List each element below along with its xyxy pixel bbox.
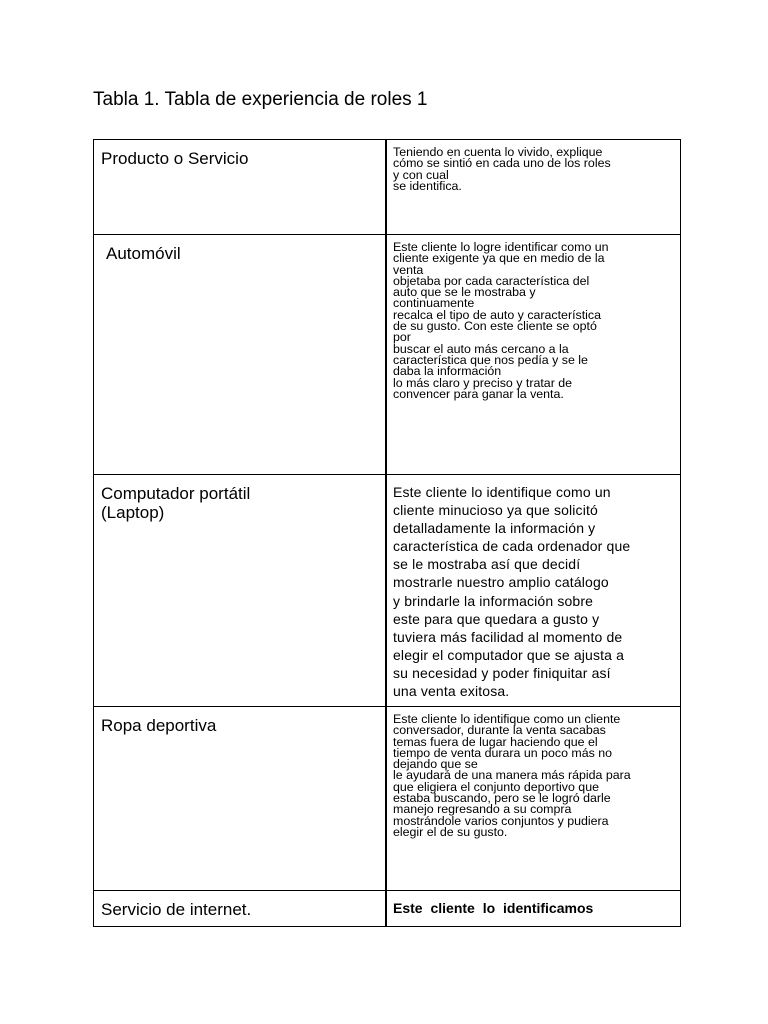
table-header-row	[94, 140, 681, 235]
description-cell	[386, 235, 681, 475]
product-cell	[94, 235, 387, 475]
header-product-cell	[94, 140, 387, 235]
description-cell	[386, 707, 681, 891]
description-cell	[386, 891, 681, 927]
product-name: Computador portátil (Laptop)	[101, 484, 251, 522]
product-description: Este cliente lo logre identificar como un cliente exigente ya que en medio de la venta objetaba por cada característica del auto que se le mostraba y continuamente recalca el tipo de auto y característica de su gusto. Con este cliente se optó por buscar el auto más cercano a la característica que nos pedía y se le daba la información lo más claro y preciso y tratar de convencer para ganar la venta.	[393, 240, 609, 401]
product-description: Este cliente lo identifique como un cliente conversador, durante la venta sacabas temas fuera de lugar haciendo que el tiempo de venta durara un poco más no dejando que se le ayudará de una manera más rápida para que eligiera el conjunto deportivo que estaba buscando, pero se le logró darle manejo regresando a su compra mostrándole varios conjuntos y pudiera elegir el de su gusto.	[393, 712, 631, 839]
header-product-label: Producto o Servicio	[101, 149, 249, 168]
product-name: Servicio de internet.	[101, 900, 252, 919]
product-name: Ropa deportiva	[101, 716, 217, 735]
product-cell	[94, 707, 387, 891]
document-title: Tabla 1. Tabla de experiencia de roles 1	[93, 89, 428, 110]
description-cell	[386, 475, 681, 707]
product-cell	[94, 891, 387, 927]
roles-experience-table	[93, 139, 681, 927]
table-row	[94, 235, 681, 475]
product-description: Este cliente lo identifique como un cliente minucioso ya que solicitó detalladamente la información y característica de cada ordenador que se le mostraba así que decidí mostrarle nuestro amplio catálogo y brindarle la información sobre este para que quedara a gusto y tuviera más facilidad al momento de elegir el computador que se ajusta a su necesidad y poder finiquitar así una venta exitosa.	[393, 484, 631, 700]
product-name: Automóvil	[106, 244, 181, 263]
table-row	[94, 891, 681, 927]
table-row	[94, 475, 681, 707]
header-description-cell	[386, 140, 681, 235]
product-cell	[94, 475, 387, 707]
table-row	[94, 707, 681, 891]
header-description-label: Teniendo en cuenta lo vivido, explique cómo se sintió en cada uno de los roles y con cual se identifica.	[393, 145, 611, 193]
product-description: Este cliente lo identificamos	[393, 900, 594, 916]
